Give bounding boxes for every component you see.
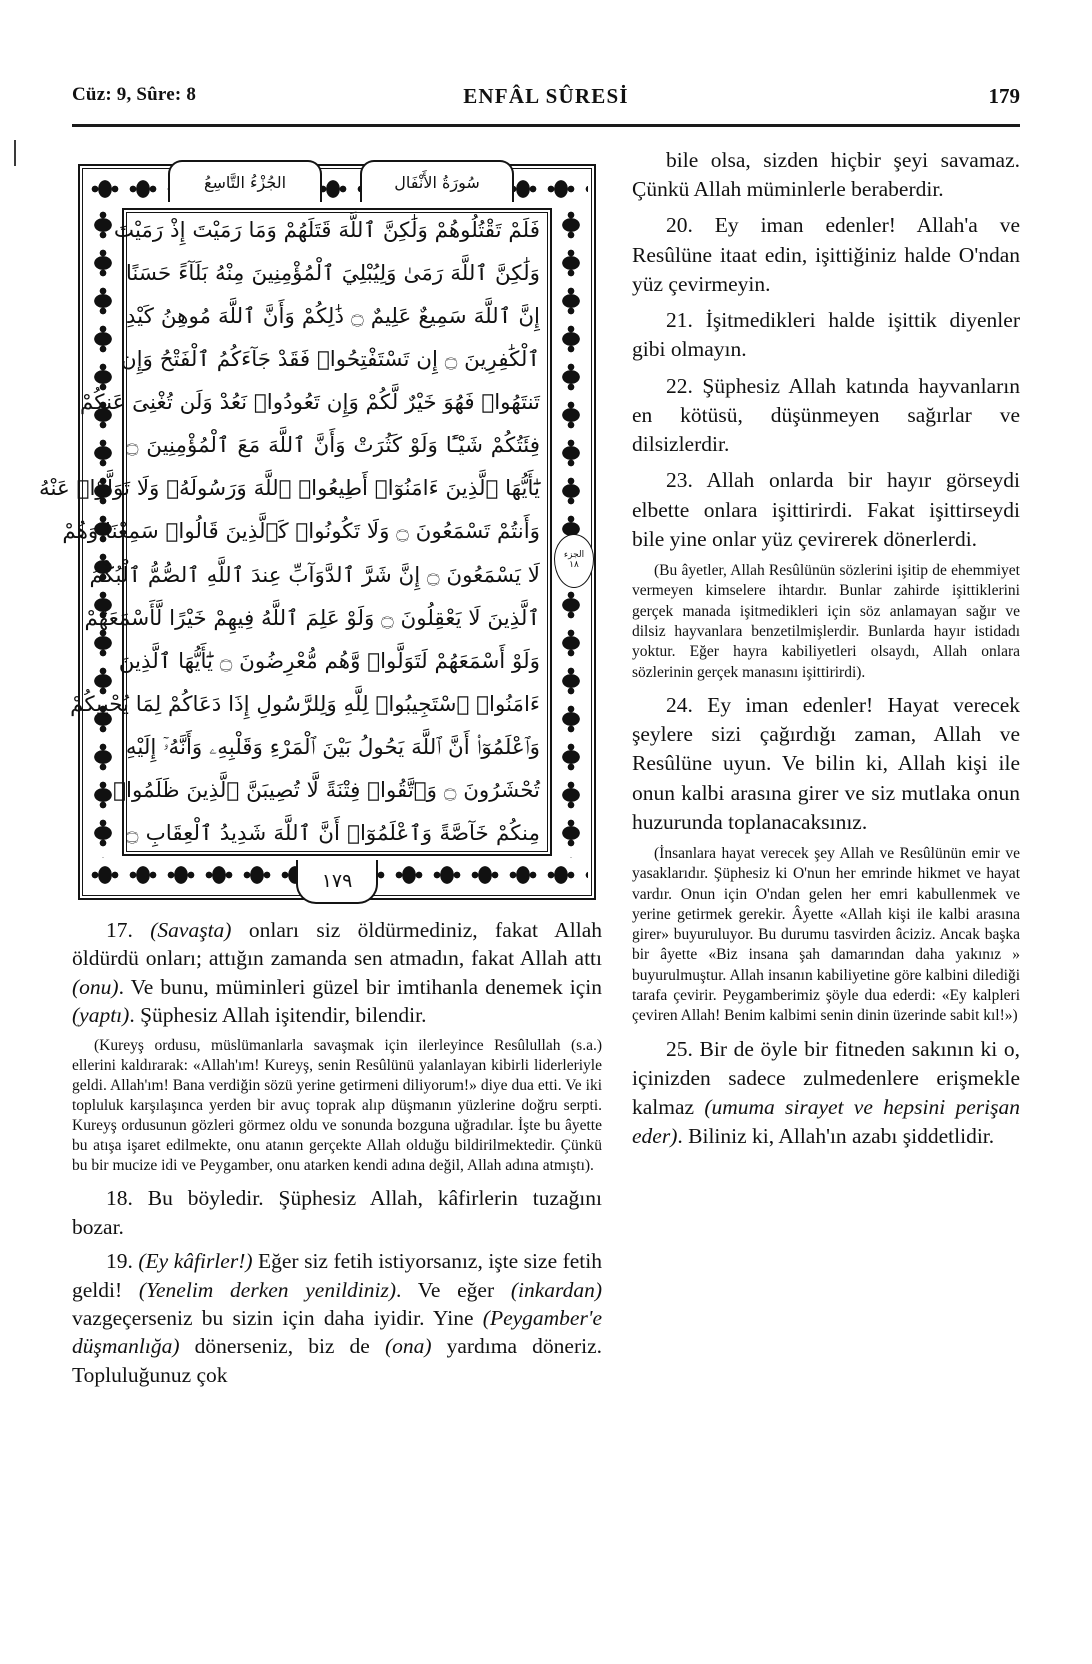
arabic-line: وَلَٰكِنَّ ٱللَّهَ رَمَىٰ وَلِيُبْلِيَ ٱلْمُؤْمِنِينَ مِنْهُ بَلَآءً حَسَنًا (125, 261, 540, 286)
arabic-line: ٱلْكَٰفِرِينَ ۝ إِن تَسْتَفْتِحُوا۟ فَقَدْ جَآءَكُمُ ٱلْفَتْحُ وَإِن (120, 347, 540, 372)
hizb-marker-label: الجزء (563, 550, 585, 561)
arabic-line: فَلَمْ تَقْتُلُوهُمْ وَلَٰكِنَّ ٱللَّهَ قَتَلَهُمْ وَمَا رَمَيْتَ إِذْ رَمَيْتَ (113, 218, 540, 242)
arabic-line: لَا يَسْمَعُونَ ۝ إِنَّ شَرَّ ٱلدَّوَآبِّ عِندَ ٱللَّهِ ٱلصُّمُّ ٱلْبُكْمُ (89, 562, 540, 587)
verse-paragraph: 23. Allah onlarda bir hayır görseydi elbette onlara işittirirdi. Fakat işittirseydi bile yine onlar yüz çevirerek dönerlerdi. (632, 468, 1020, 551)
arabic-line: تَنتَهُوا۟ فَهُوَ خَيْرٌ لَّكُمْ وَإِن تَعُودُوا۟ نَعُدْ وَلَن تُغْنِىَ عَنكُمْ (80, 390, 540, 415)
verse-paragraph: 24. Ey iman edenler! Hayat verecek şeylere sizi çağırdığı zaman, Allah ve Resûlüne uyun. Ve bilin ki, Allah kişi ile onun kalbi arasına girer ve siz mutlaka onun huzurunda toplanacaksınız. (632, 692, 1020, 834)
verse-number: 24. (666, 692, 693, 717)
verse-paragraph: 21. İşitmedikleri halde işittik diyenler gibi olmayın. (632, 308, 1020, 362)
right-column-text (632, 146, 1020, 1152)
verse-number: 19. (106, 1249, 133, 1274)
right-column (632, 146, 1020, 1616)
arabic-line: ءَامَنُوا۟ ٱسْتَجِيبُوا۟ لِلَّهِ وَلِلرَّسُولِ إِذَا دَعَاكُمْ لِمَا يُحْيِيكُمْ (70, 691, 541, 716)
quran-arabic-frame (39, 146, 602, 906)
verse-number: 18. (106, 1186, 133, 1211)
verse-paragraph: bile olsa, sizden hiçbir şeyi savamaz. Çünkü Allah müminlerle beraberdir. (632, 148, 1020, 202)
left-column (39, 146, 603, 1616)
ornament-band-right (554, 206, 588, 858)
hizb-marker-number: ١٨ (569, 560, 579, 570)
verse-paragraph: 17. (Savaşta) onları siz öldürmediniz, fakat Allah öldürdü onları; attığın zamanda sen atmadın, fakat Allah attı (onu). Ve bunu, müminleri güzel bir imtihanla denemek için (yaptı). Şüphesiz Allah işitendir, bilendir. (72, 918, 602, 1028)
page-body (39, 146, 1020, 1616)
header-rule (72, 124, 1020, 127)
commentary-paragraph: (Kureyş ordusu, müslümanlarla savaşmak için ilerleyince Resûlullah (s.a.) ellerini kaldırarak: «Allah'ım! Kureyş, senin Resûlünü yalanlayan kibirli liderleriyle geldi. Allah'ım! Bana verdiğin sözü yerine getirmeni diliyorum!» diye dua etti. Ve iki topluluk karşılaşınca yerden bir avuç toprak alıp düşmanın yüzlerine doğru serpti. Kureyş ordusunun gözleri görmez oldu ve sonunda bozguna uğradılar. İşte bu âyette bu atışa işaret edilmekte, onu atanın gerçekte Allah olduğu bildirilmektedir. Çünkü bu bir mucize idi ve Peygamber, onu atarken kendi adına değil, Allah adına atmıştı). (72, 1036, 602, 1175)
verse-number: 23. (666, 468, 693, 493)
arabic-line: وَأَنتُمْ تَسْمَعُونَ ۝ وَلَا تَكُونُوا۟ كَٱلَّذِينَ قَالُوا۟ سَمِعْنَا وَهُمْ (62, 519, 540, 544)
header-juz-sura: Cüz: 9, Sûre: 8 (72, 84, 197, 105)
arabic-line: تُحْشَرُونَ ۝ وَٱتَّقُوا۟ فِتْنَةً لَّا تُصِيبَنَّ ٱلَّذِينَ ظَلَمُوا۟ (113, 777, 540, 802)
header-sura-title: ENFÂL SÛRESİ (463, 84, 629, 108)
arabic-line: وَلَوْ أَسْمَعَهُمْ لَتَوَلَّوا۟ وَّهُم مُّعْرِضُونَ ۝ يَٰٓأَيُّهَا ٱلَّذِينَ (118, 648, 540, 673)
arabic-line: يَٰٓأَيُّهَا ٱلَّذِينَ ءَامَنُوٓا۟ أَطِيعُوا۟ ٱللَّهَ وَرَسُولَهُۥ وَلَا تَوَلَّوْا۟ عَنْهُ (39, 476, 541, 501)
arabic-ayah-lines (39, 218, 541, 845)
arabic-line: وَٱعْلَمُوٓا۟ أَنَّ ٱللَّهَ يَحُولُ بَيْنَ ٱلْمَرْءِ وَقَلْبِهِۦ وَأَنَّهُۥٓ إِلَيْهِ (125, 734, 540, 759)
cartouche-surah-name: سُورَةُ الأَنْفَال (360, 160, 514, 202)
verse-number: 22. (666, 373, 693, 398)
arabic-line: فِئَتُكُمْ شَيْـًٔا وَلَوْ كَثُرَتْ وَأَنَّ ٱللَّهَ مَعَ ٱلْمُؤْمِنِينَ ۝ (125, 433, 540, 458)
arabic-line: إِنَّ ٱللَّهَ سَمِيعٌ عَلِيمٌ ۝ ذَٰلِكُمْ وَأَنَّ ٱللَّهَ مُوهِنُ كَيْدِ (125, 304, 541, 329)
verse-paragraph: 19. (Ey kâfirler!) Eğer siz fetih istiyorsanız, işte size fetih geldi! (Yenelim derken yenildiniz). Ve eğer (inkardan) vazgeçerseniz bu sizin için daha iyidir. Yine (Peygamber'e düşmanlığa) dönerseniz, biz de (ona) yardıma döneriz. Topluluğunuz çok (72, 1249, 603, 1387)
commentary-paragraph: (İnsanlara hayat verecek şey Allah ve Resûlünün emir ve yasaklarıdır. Şüphesiz ki O'nun her emrinde hikmet ve hayat vardır. Onun için O'ndan gelen her emri kabullenmek ve yerine getirmek gerekir. Âyette «Allah kişi ile kalbi arasına girer» buyuruluyor. Bu durumu tasvirden âciziz. Ancak başka bir âyette «Biz insana şah damarından daha yakınız » buyurulmuştur. Allah insanın kabiliyetine göre kalbini dilediği tarafa çevirir. Peygamberimiz şöyle dua ederdi: «Ey kalpleri çeviren Allah! Benim kalbimi senin dinin üzerinde sabit kıl!») (632, 845, 1020, 1025)
running-header (72, 84, 1020, 128)
verse-paragraph: 22. Şüphesiz Allah katında hayvanların en kötüsü, düşünmeyen sağırlar ve dilsizlerdir. (632, 373, 1020, 457)
commentary-paragraph: (Bu âyetler, Allah Resûlünün sözlerini işitip de ehemmiyet vermeyen kimselere ihtardır. Bunlar zahirde işittiklerini gerçek manada işitmedikleri için söz anlamayan sağır ve dilsiz hayvanlara benzetilmişlerdir. Bunlarda hayır istidadı yoktur. Eğer hayra kabiliyetleri olsaydı, Allah onlara sözlerinin gerçek manasını işittirirdi). (632, 562, 1020, 681)
verse-number: 25. (666, 1036, 693, 1061)
verse-number: 20. (666, 213, 693, 238)
arabic-line: مِنكُمْ خَآصَّةً وَٱعْلَمُوٓا۟ أَنَّ ٱللَّهَ شَدِيدُ ٱلْعِقَابِ ۝ (125, 820, 540, 845)
cartouche-juz-name: الجُزْءُ التَّاسِعُ (168, 160, 322, 202)
arabic-page-number-medallion: ١٧٩ (296, 860, 378, 904)
verse-number: 21. (666, 308, 693, 333)
page-number: 179 (988, 84, 1020, 108)
verse-number: 17. (106, 918, 133, 942)
arabic-line: ٱلَّذِينَ لَا يَعْقِلُونَ ۝ وَلَوْ عَلِمَ ٱللَّهُ فِيهِمْ خَيْرًا لَّأَسْمَعَهُمْ (84, 605, 540, 630)
margin-tick-mark (14, 140, 16, 166)
verse-paragraph: 18. Bu böyledir. Şüphesiz Allah, kâfirlerin tuzağını bozar. (72, 1186, 602, 1239)
left-column-text (72, 916, 602, 1389)
verse-paragraph: 25. Bir de öyle bir fitneden sakının ki o, içinizden sadece zulmedenlere erişmekle kalmaz (umuma sirayet ve hepsini perişan eder). Biliniz ki, Allah'ın azabı şiddetlidir. (632, 1036, 1020, 1149)
verse-paragraph: 20. Ey iman edenler! Allah'a ve Resûlüne itaat edin, işittiğiniz halde O'ndan yüz çevirmeyin. (632, 213, 1020, 296)
